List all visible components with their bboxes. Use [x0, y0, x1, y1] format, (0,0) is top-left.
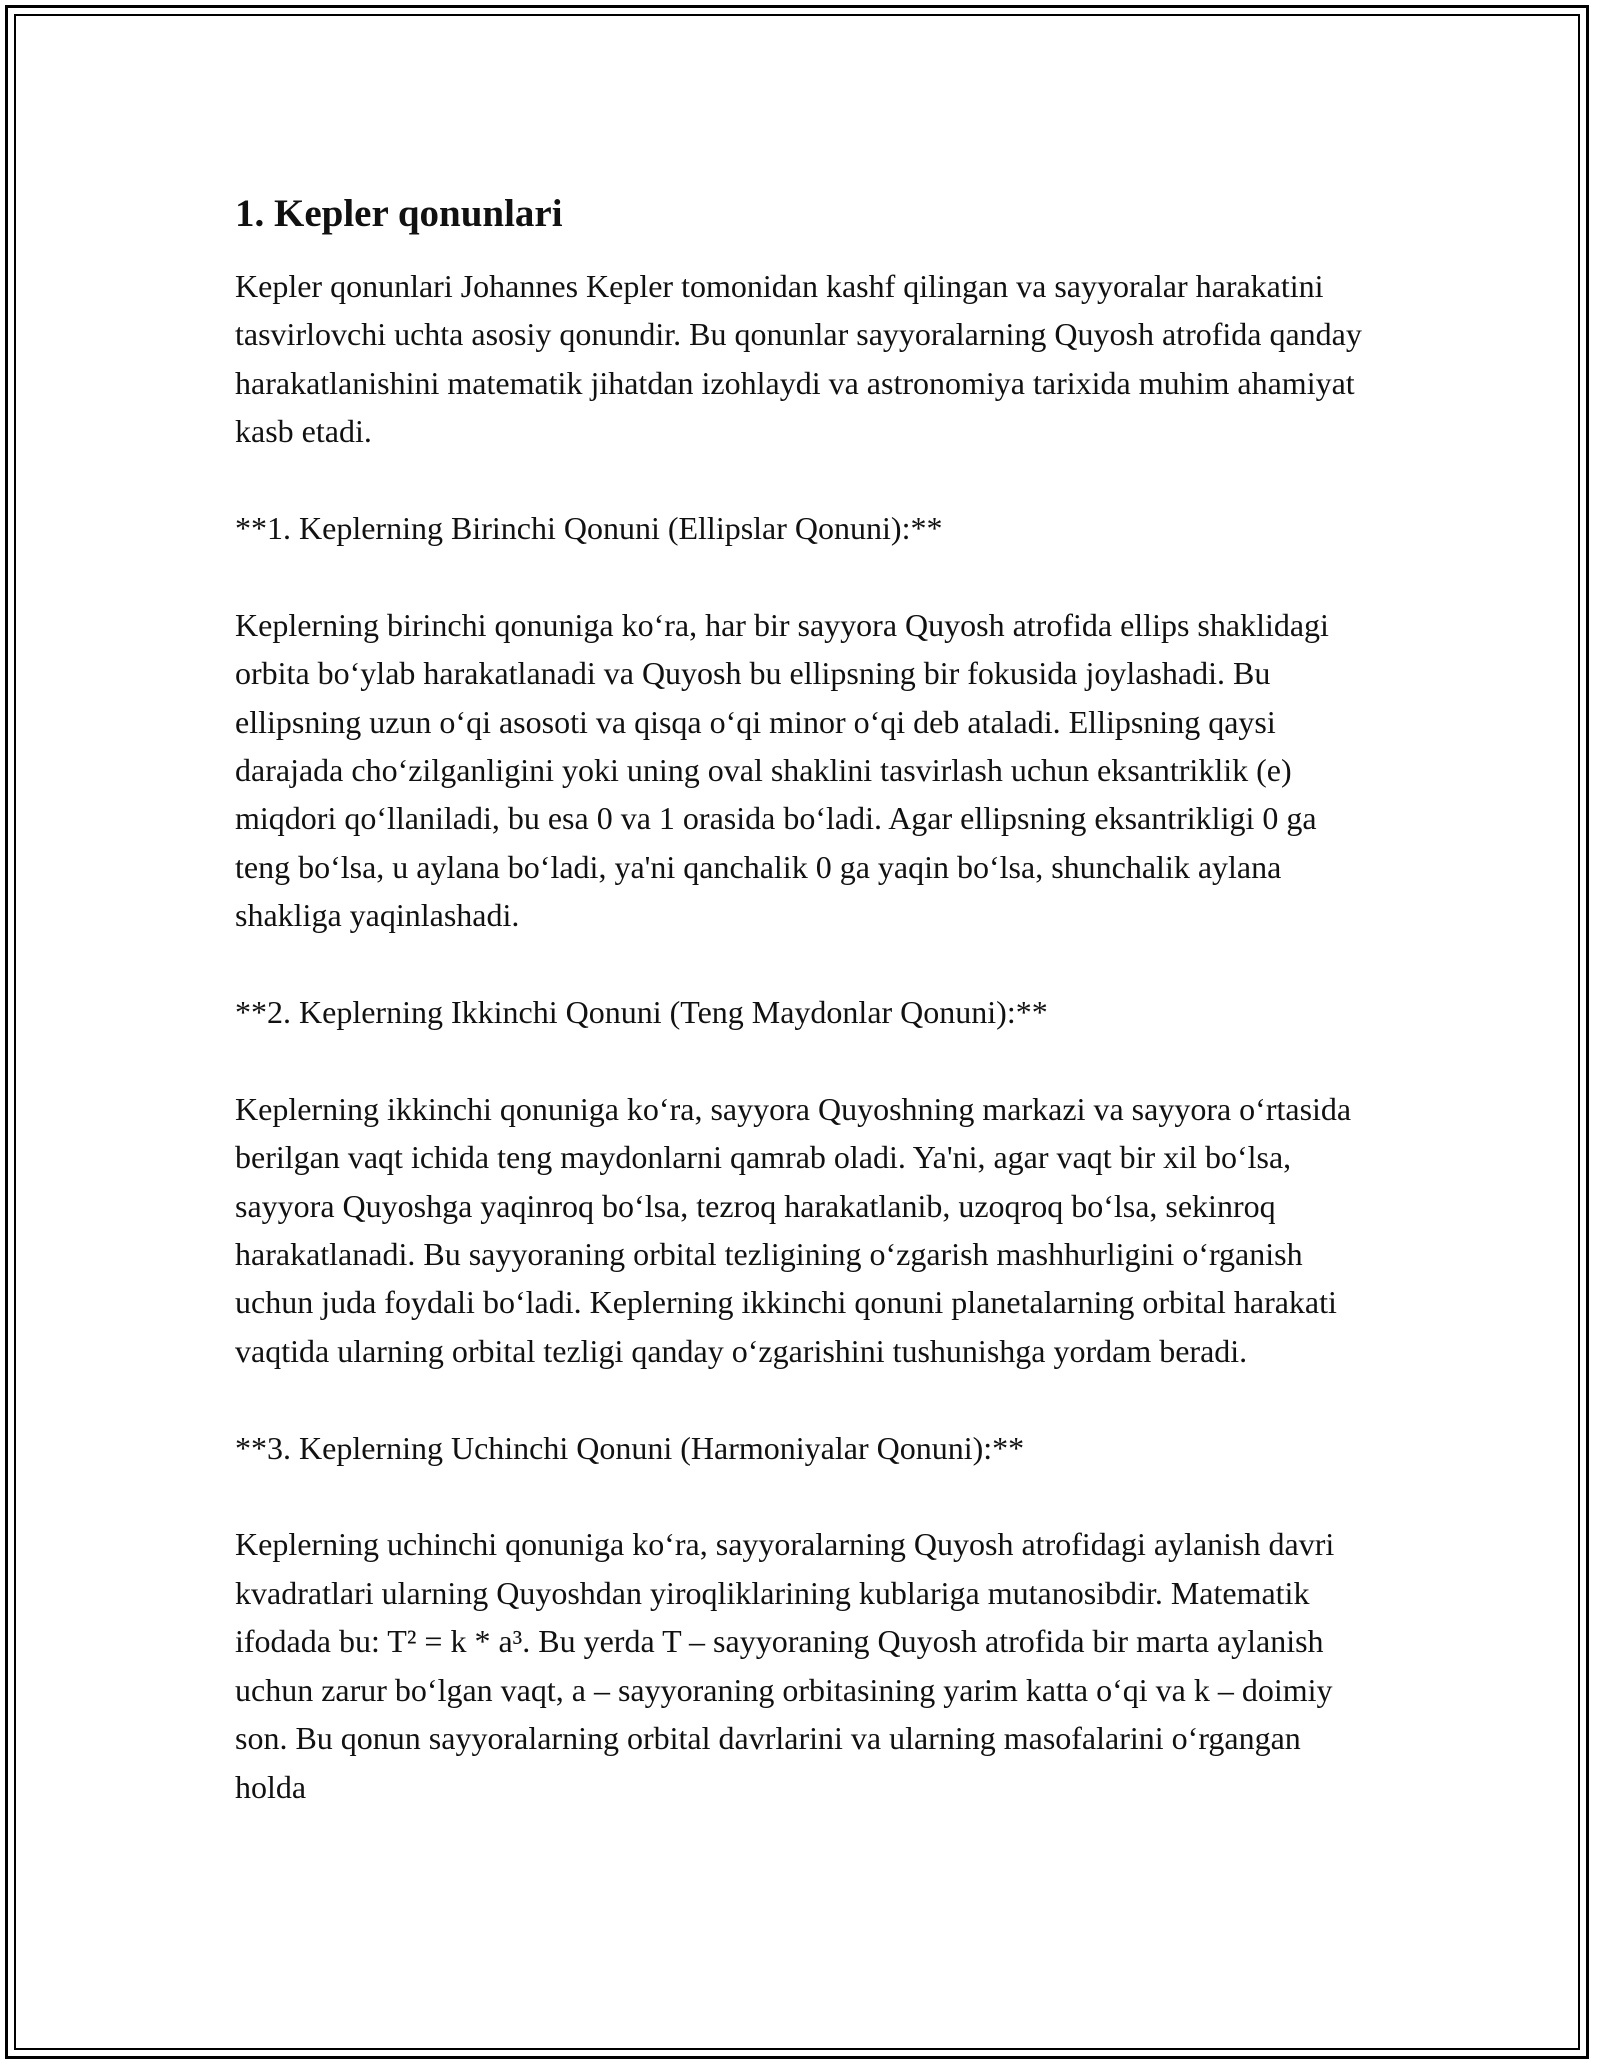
section-heading: 1. Kepler qonunlari	[235, 192, 563, 235]
first-law-paragraph: Keplerning birinchi qonuniga ko‘ra, har bir sayyora Quyosh atrofida ellips shaklidagi orbita bo‘ylab harakatlanadi va Quyosh bu ellipsning bir fokusida joylashadi. Bu ellipsning uzun o‘qi asosoti va qisqa o‘qi minor o‘qi deb ataladi. Ellipsning qaysi darajada cho‘zilganligini yoki uning oval shaklini tasvirlash uchun eksantriklik (e) miqdori qo‘llaniladi, bu esa 0 va 1 orasida bo‘ladi. Agar ellipsning eksantrikligi 0 ga teng bo‘lsa, u aylana bo‘ladi, ya'ni qanchalik 0 ga yaqin bo‘lsa, shunchalik aylana shakliga yaqinlashadi.	[235, 606, 1329, 934]
second-law-title: **2. Keplerning Ikkinchi Qonuni (Teng Maydonlar Qonuni):**	[235, 994, 1048, 1031]
third-law-title: **3. Keplerning Uchinchi Qonuni (Harmoniyalar Qonuni):**	[235, 1429, 1025, 1466]
second-law-paragraph: Keplerning ikkinchi qonuniga ko‘ra, sayyora Quyoshning markazi va sayyora o‘rtasida berilgan vaqt ichida teng maydonlarni qamrab oladi. Ya'ni, agar vaqt bir xil bo‘lsa, sayyora Quyoshga yaqinroq bo‘lsa, tezroq harakatlanib, uzoqroq bo‘lsa, sekinroq harakatlanadi. Bu sayyoraning orbital tezligining o‘zgarish mashhurligini o‘rganish uchun juda foydali bo‘ladi. Keplerning ikkinchi qonuni planetalarning orbital harakati vaqtida ularning orbital tezligi qanday o‘zgarishini tushunishga yordam beradi.	[235, 1090, 1352, 1369]
document-body	[235, 186, 1375, 1811]
intro-paragraph: Kepler qonunlari Johannes Kepler tomonidan kashf qilingan va sayyoralar harakatini tasvirlovchi uchta asosiy qonundir. Bu qonunlar sayyoralarning Quyosh atrofida qanday harakatlanishini matematik jihatdan izohlaydi va astronomiya tarixida muhim ahamiyat kasb etadi.	[235, 268, 1362, 450]
third-law-paragraph: Keplerning uchinchi qonuniga ko‘ra, sayyoralarning Quyosh atrofidagi aylanish davri kvadratlari ularning Quyoshdan yiroqliklarining kublariga mutanosibdir. Matematik ifodada bu: T² = k * a³. Bu yerda T – sayyoraning Quyosh atrofida bir marta aylanish uchun zarur bo‘lgan vaqt, a – sayyoraning orbitasining yarim katta o‘qi va k – doimiy son. Bu qonun sayyoralarning orbital davrlarini va ularning masofalarini o‘rgangan holda	[235, 1526, 1335, 1805]
first-law-title: **1. Keplerning Birinchi Qonuni (Ellipslar Qonuni):**	[235, 510, 943, 547]
